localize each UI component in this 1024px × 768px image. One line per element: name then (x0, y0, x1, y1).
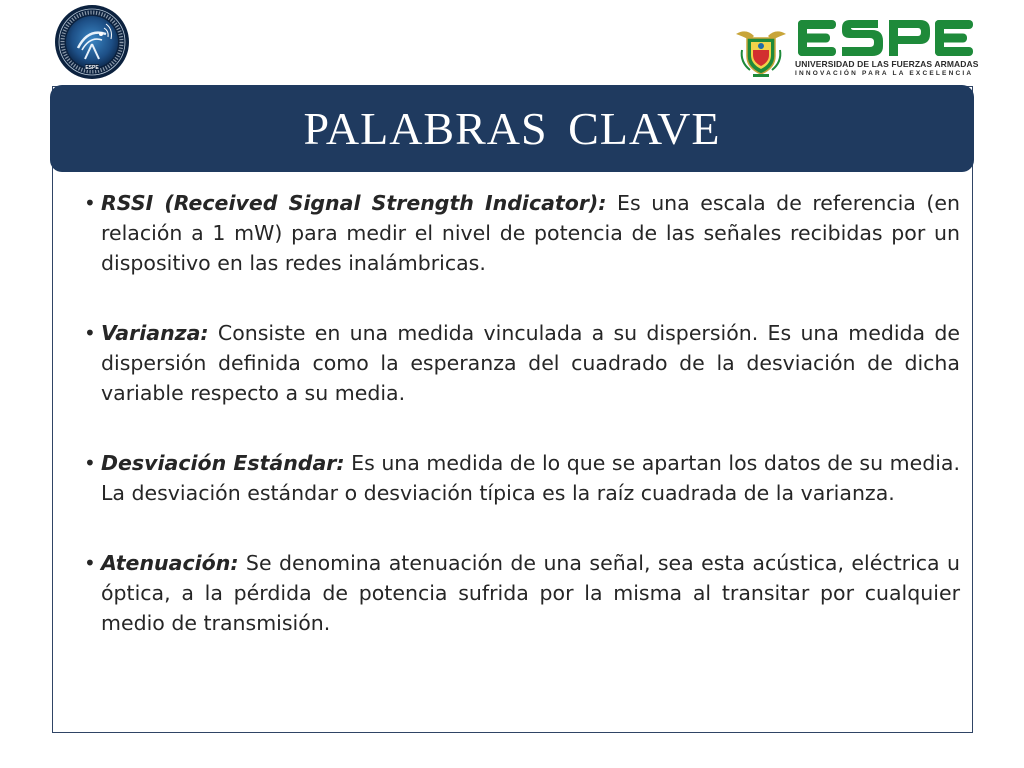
antenna-satellite-seal-icon (54, 4, 130, 80)
list-item-varianza (84, 318, 960, 408)
term-definition: Se denomina atenuación de una señal, sea esta acústica, eléctrica u óptica, a la pérdida de potencia sufrida por la misma al transitar por cualquier medio de transmisión. (101, 551, 960, 635)
page-title: PALABRAS CLAVE (303, 103, 721, 154)
title-bar (50, 85, 974, 172)
bullet-icon: • (84, 551, 96, 575)
list-item-atenuacion (84, 548, 960, 638)
list-item-desviacion-estandar (84, 448, 960, 508)
espe-wordmark (796, 18, 974, 58)
term-definition: Es una medida de lo que se apartan los datos de su media. La desviación estándar o desviación típica es la raíz cuadrada de la varianza. (101, 451, 960, 505)
espe-crest-icon (732, 20, 790, 78)
svg-text:ESPE: ESPE (85, 65, 99, 71)
espe-university-name: UNIVERSIDAD DE LAS FUERZAS ARMADAS (795, 59, 979, 69)
espe-university-logo (732, 18, 977, 80)
term-definition: Es una escala de referencia (en relación a 1 mW) para medir el nivel de potencia de las señales recibidas por un dispositivo en las redes inalámbricas. (101, 191, 960, 275)
term-definition: Consiste en una medida vinculada a su dispersión. Es una medida de dispersión definida como la esperanza del cuadrado de la desviación de dicha variable respecto a su media. (101, 321, 960, 405)
term-label: Desviación Estándar: (101, 451, 345, 475)
term-label: Atenuación: (101, 551, 239, 575)
bullet-icon: • (84, 451, 96, 475)
espe-motto: INNOVACIÓN PARA LA EXCELENCIA (795, 70, 974, 77)
bullet-icon: • (84, 321, 96, 345)
term-label: RSSI (Received Signal Strength Indicator): (101, 191, 607, 215)
department-seal-logo (54, 4, 130, 80)
keyword-list (84, 188, 960, 678)
bullet-icon: • (84, 191, 96, 215)
list-item-rssi (84, 188, 960, 278)
term-label: Varianza: (101, 321, 209, 345)
